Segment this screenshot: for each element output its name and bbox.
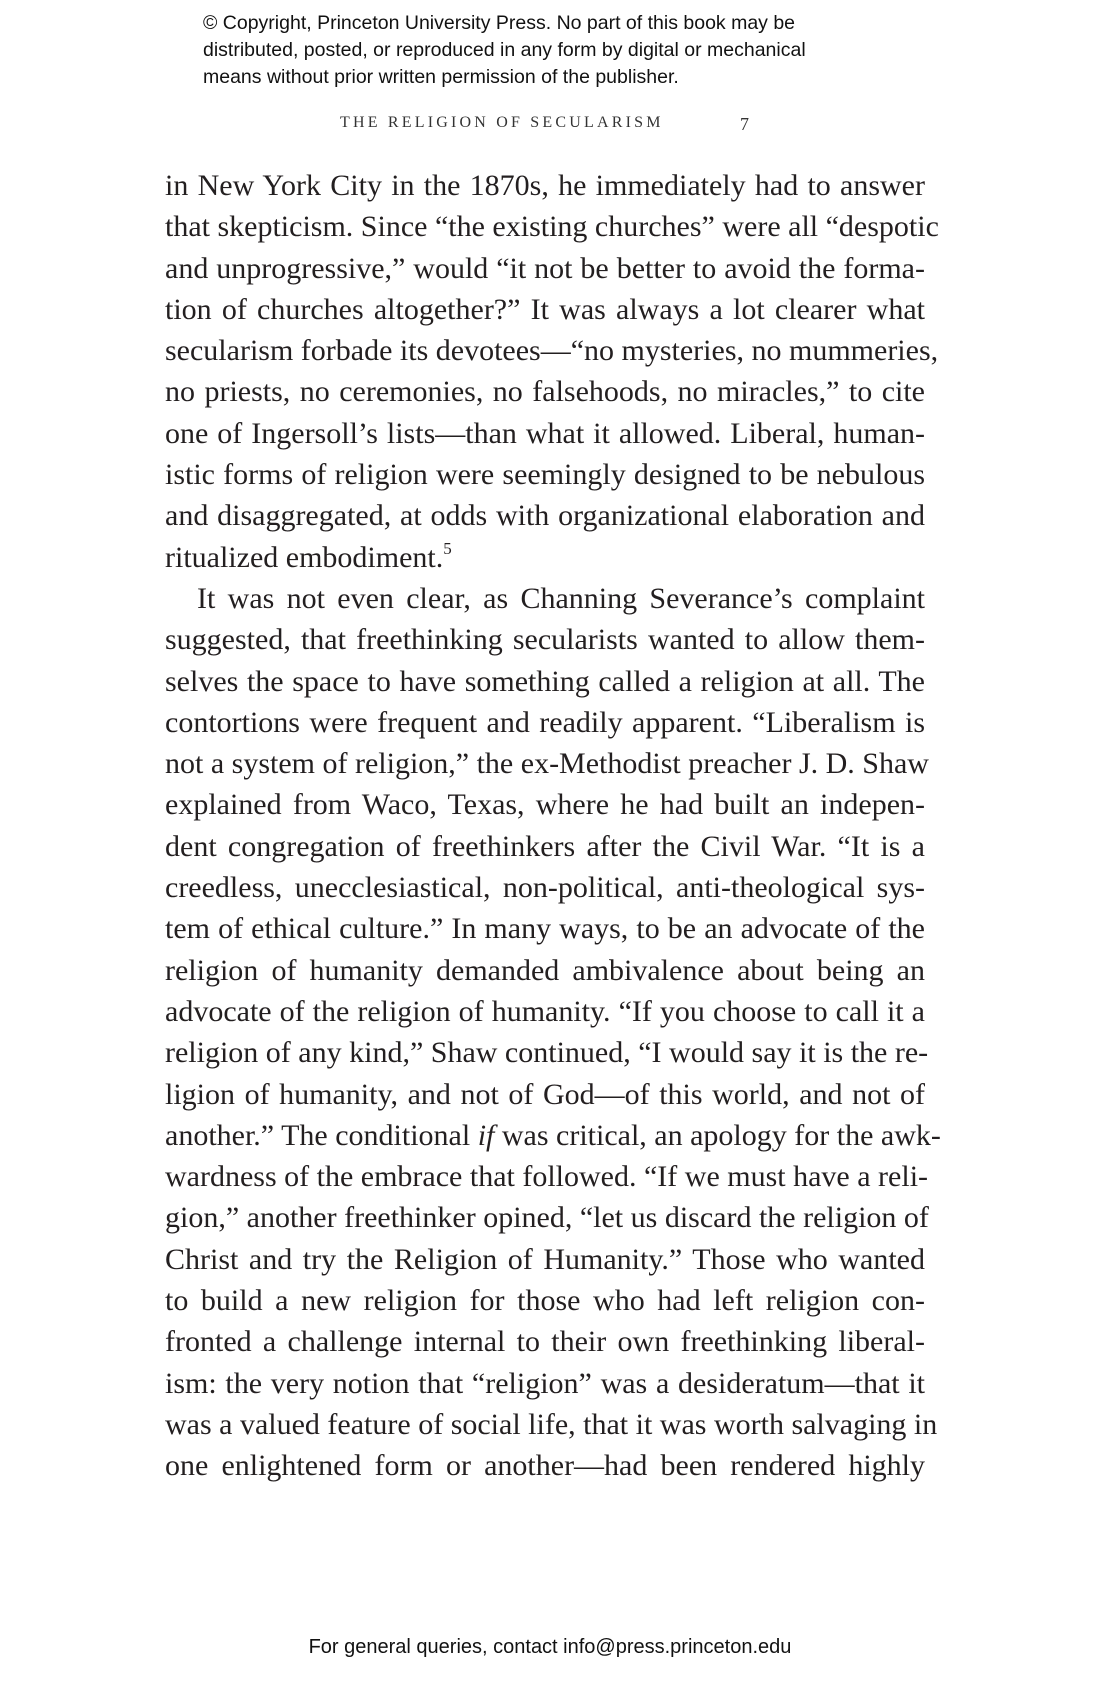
text-line: and unprogressive,” would “it not be better to avoid the forma- <box>165 251 925 285</box>
running-head <box>340 114 770 132</box>
text-line: advocate of the religion of humanity. “If you choose to call it a <box>165 994 925 1028</box>
text-line: creedless, unecclesiastical, non-political, anti-theological sys- <box>165 871 925 905</box>
text-fragment: another.” The conditional <box>165 1118 478 1152</box>
text-line: ligion of humanity, and not of God—of this world, and not of <box>165 1077 925 1111</box>
text-line: no priests, no ceremonies, no falsehoods, no miracles,” to cite <box>165 375 925 409</box>
text-line: to build a new religion for those who had left religion con- <box>165 1284 925 1318</box>
text-line: and disaggregated, at odds with organizational elaboration and <box>165 499 925 533</box>
text-line: Christ and try the Religion of Humanity.” Those who wanted <box>165 1242 925 1276</box>
footer-contact: For general queries, contact info@press.princeton.edu <box>308 1636 792 1658</box>
text-line: explained from Waco, Texas, where he had built an indepen- <box>165 788 925 822</box>
text-line: wardness of the embrace that followed. “If we must have a reli- <box>165 1160 929 1194</box>
paragraph-end-line <box>165 537 925 578</box>
text-line: tem of ethical culture.” In many ways, to be an advocate of the <box>165 912 925 946</box>
text-line: that skepticism. Since “the existing churches” were all “despotic <box>165 210 939 244</box>
text-line: istic forms of religion were seemingly designed to be nebulous <box>165 458 925 492</box>
text-fragment: was critical, an apology for the awk- <box>494 1118 941 1152</box>
text-fragment: ritualized embodiment. <box>165 540 444 574</box>
text-line: contortions were frequent and readily apparent. “Liberalism is <box>165 705 925 739</box>
text-line-with-italic <box>165 1115 941 1156</box>
text-line: was a valued feature of social life, that it was worth salvaging in <box>165 1407 938 1441</box>
footnote-reference[interactable]: 5 <box>443 538 452 558</box>
text-line: one enlightened form or another—had been rendered highly <box>165 1449 925 1483</box>
text-line: ism: the very notion that “religion” was a desideratum—that it <box>165 1366 925 1400</box>
text-line: It was not even clear, as Channing Severance’s complaint <box>197 581 925 615</box>
text-line: tion of churches altogether?” It was always a lot clearer what <box>165 292 925 326</box>
text-line: religion of humanity demanded ambivalence about being an <box>165 953 925 987</box>
text-line: suggested, that freethinking secularists wanted to allow them- <box>165 623 925 657</box>
text-line: religion of any kind,” Shaw continued, “I would say it is the re- <box>165 1036 929 1070</box>
text-line: not a system of religion,” the ex-Methodist preacher J. D. Shaw <box>165 747 929 781</box>
copyright-notice <box>203 10 963 91</box>
copyright-line: means without prior written permission of the publisher. <box>203 66 679 88</box>
text-line: fronted a challenge internal to their own freethinking liberal- <box>165 1325 925 1359</box>
text-line: gion,” another freethinker opined, “let us discard the religion of <box>165 1201 929 1235</box>
running-head-title: THE RELIGION OF SECULARISM <box>340 114 664 131</box>
page-number: 7 <box>740 114 749 134</box>
text-line: secularism forbade its devotees—“no mysteries, no mummeries, <box>165 334 939 368</box>
text-line: in New York City in the 1870s, he immediately had to answer <box>165 169 925 202</box>
copyright-line: distributed, posted, or reproduced in any form by digital or mechanical <box>203 39 806 61</box>
text-line: one of Ingersoll’s lists—than what it allowed. Liberal, human- <box>165 416 925 450</box>
copyright-line: © Copyright, Princeton University Press. No part of this book may be <box>203 12 796 34</box>
text-line: dent congregation of freethinkers after the Civil War. “It is a <box>165 829 925 863</box>
text-line: selves the space to have something called a religion at all. The <box>165 664 925 698</box>
italic-emphasis: if <box>477 1118 495 1152</box>
body-text <box>165 165 941 1487</box>
